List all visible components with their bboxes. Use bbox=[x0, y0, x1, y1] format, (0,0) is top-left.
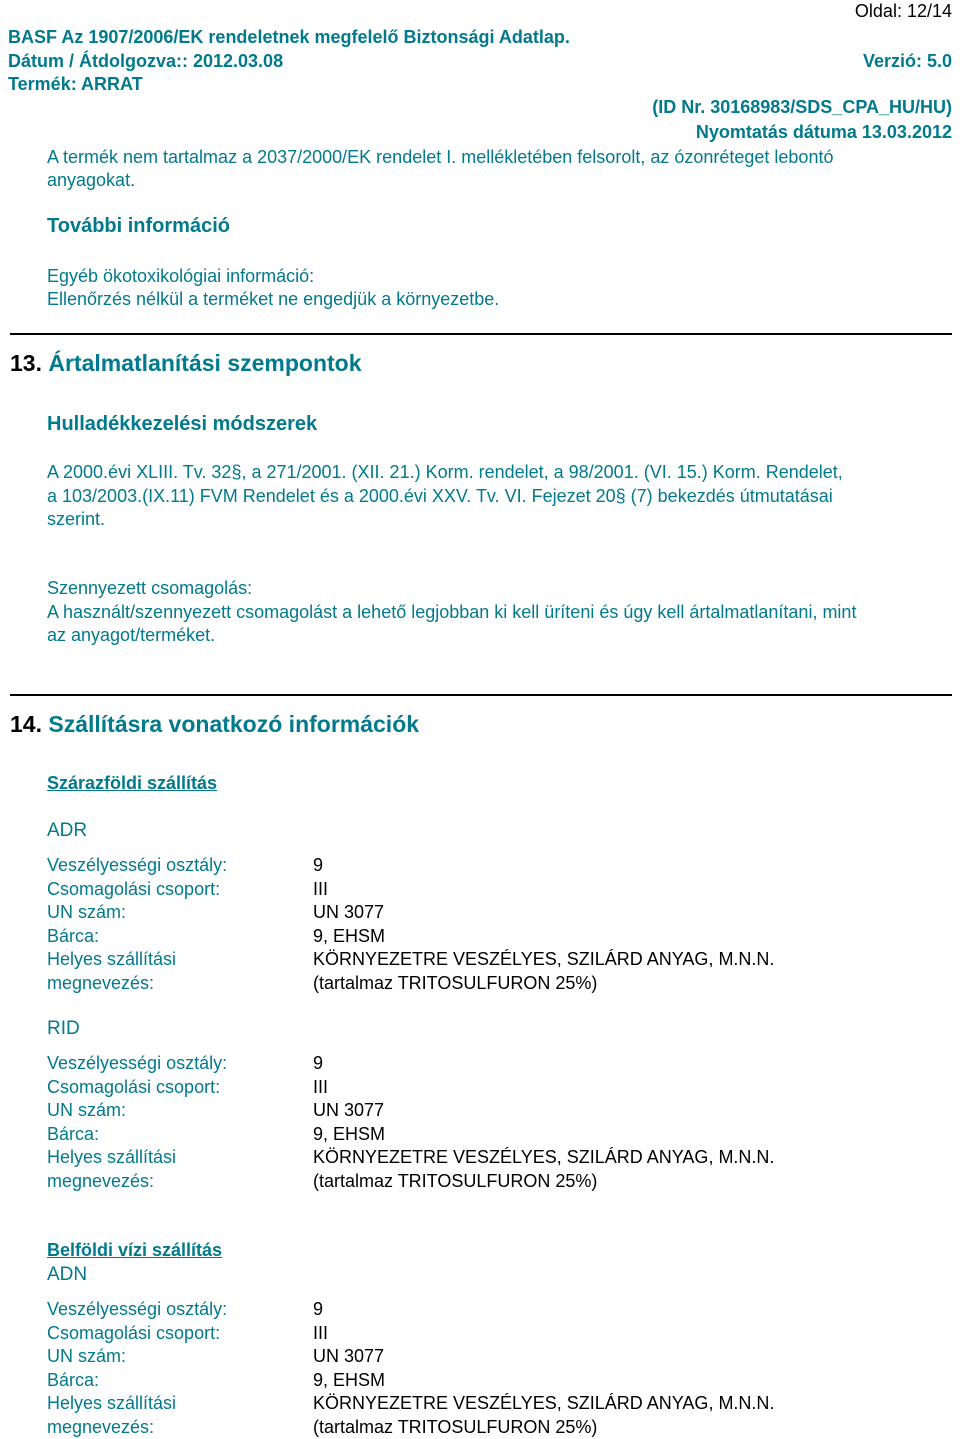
product-name: ARRAT bbox=[81, 74, 143, 94]
label-hazard-class: Veszélyességi osztály: bbox=[47, 1053, 228, 1073]
label-shipping-name-2: megnevezés: bbox=[47, 1416, 155, 1437]
packaging-line2: az anyagot/terméket. bbox=[47, 625, 216, 645]
section-13-title: Ártalmatlanítási szempontok bbox=[48, 350, 362, 376]
label-hazard-class: Veszélyességi osztály: bbox=[47, 855, 228, 875]
mode-adn: ADN bbox=[47, 1264, 88, 1285]
section-divider bbox=[10, 333, 952, 335]
mode-rid: RID bbox=[47, 1018, 80, 1039]
label-hazard-class: Veszélyességi osztály: bbox=[47, 1299, 228, 1319]
label-label: Bárca: bbox=[47, 1369, 100, 1390]
print-date: Nyomtatás dátuma 13.03.2012 bbox=[695, 122, 952, 142]
inland-waterway-title: Belföldi vízi szállítás bbox=[47, 1240, 223, 1260]
section-13-number: 13. bbox=[10, 350, 42, 376]
value-un-number: UN 3077 bbox=[313, 1100, 385, 1120]
value-hazard-class: 9 bbox=[313, 855, 324, 875]
label-packing-group: Csomagolási csoport: bbox=[47, 1076, 221, 1097]
ecotox-text: Ellenőrzés nélkül a terméket ne engedjük a környezetbe. bbox=[47, 289, 500, 309]
label-packing-group: Csomagolási csoport: bbox=[47, 878, 221, 899]
version: Verzió: 5.0 bbox=[862, 51, 952, 71]
label-label: Bárca: bbox=[47, 925, 100, 946]
waste-methods-title: Hulladékkezelési módszerek bbox=[47, 413, 318, 435]
label-shipping-name-1: Helyes szállítási bbox=[47, 1393, 177, 1413]
label-shipping-name-1: Helyes szállítási bbox=[47, 949, 177, 969]
further-info-title: További információ bbox=[47, 215, 230, 237]
label-label: Bárca: bbox=[47, 1123, 100, 1144]
value-label: 9, EHSM bbox=[313, 1369, 386, 1390]
revision-date: Dátum / Átdolgozva:: 2012.03.08 bbox=[8, 51, 284, 71]
value-shipping-name-2: (tartalmaz TRITOSULFURON 25%) bbox=[313, 1416, 598, 1437]
value-shipping-name-2: (tartalmaz TRITOSULFURON 25%) bbox=[313, 1170, 598, 1191]
label-un-number: UN szám: bbox=[47, 1346, 127, 1366]
section-divider bbox=[10, 694, 952, 696]
packaging-line1: A használt/szennyezett csomagolást a lehető legjobban ki kell üríteni és úgy kell ártalmatlanítani, mint bbox=[47, 602, 857, 622]
label-un-number: UN szám: bbox=[47, 1100, 127, 1120]
waste-para-line2: a 103/2003.(IX.11) FVM Rendelet és a 2000.évi XXV. Tv. VI. Fejezet 20§ (7) bekezdés útmutatásai bbox=[47, 486, 833, 506]
page-number: Oldal: 12/14 bbox=[854, 1, 952, 21]
value-packing-group: III bbox=[313, 1322, 329, 1343]
value-hazard-class: 9 bbox=[313, 1299, 324, 1319]
value-shipping-name-1: KÖRNYEZETRE VESZÉLYES, SZILÁRD ANYAG, M.N.N. bbox=[313, 949, 775, 969]
document-id: (ID Nr. 30168983/SDS_CPA_HU/HU) bbox=[652, 97, 952, 117]
product-label: Termék: bbox=[8, 74, 82, 94]
value-packing-group: III bbox=[313, 1076, 329, 1097]
value-label: 9, EHSM bbox=[313, 1123, 386, 1144]
waste-para-line1: A 2000.évi XLIII. Tv. 32§, a 271/2001. (XII. 21.) Korm. rendelet, a 98/2001. (VI. 15.) Korm. Rendelet, bbox=[47, 462, 843, 482]
document-title: BASF Az 1907/2006/EK rendeletnek megfelelő Biztonsági Adatlap. bbox=[8, 27, 570, 47]
land-transport-title: Szárazföldi szállítás bbox=[47, 773, 218, 793]
section-14-number: 14. bbox=[10, 711, 42, 737]
value-shipping-name-1: KÖRNYEZETRE VESZÉLYES, SZILÁRD ANYAG, M.N.N. bbox=[313, 1147, 775, 1167]
label-shipping-name-2: megnevezés: bbox=[47, 1170, 155, 1191]
section-14-title: Szállításra vonatkozó információk bbox=[48, 711, 420, 737]
mode-adr: ADR bbox=[47, 820, 88, 841]
packaging-label: Szennyezett csomagolás: bbox=[47, 578, 253, 598]
value-shipping-name-2: (tartalmaz TRITOSULFURON 25%) bbox=[313, 972, 598, 993]
value-shipping-name-1: KÖRNYEZETRE VESZÉLYES, SZILÁRD ANYAG, M.N.N. bbox=[313, 1393, 775, 1413]
ecotox-label: Egyéb ökotoxikológiai információ: bbox=[47, 266, 315, 286]
value-packing-group: III bbox=[313, 878, 329, 899]
label-shipping-name-1: Helyes szállítási bbox=[47, 1147, 177, 1167]
value-hazard-class: 9 bbox=[313, 1053, 324, 1073]
label-un-number: UN szám: bbox=[47, 902, 127, 922]
ozone-statement-line2: anyagokat. bbox=[47, 170, 136, 190]
label-packing-group: Csomagolási csoport: bbox=[47, 1322, 221, 1343]
label-shipping-name-2: megnevezés: bbox=[47, 972, 155, 993]
value-un-number: UN 3077 bbox=[313, 902, 385, 922]
product bbox=[8, 73, 143, 95]
section-14-heading bbox=[10, 711, 419, 738]
value-un-number: UN 3077 bbox=[313, 1346, 385, 1366]
value-label: 9, EHSM bbox=[313, 925, 386, 946]
ozone-statement-line1: A termék nem tartalmaz a 2037/2000/EK rendelet I. mellékletében felsorolt, az ózonréteget lebontó bbox=[47, 147, 834, 167]
section-13-heading bbox=[10, 350, 362, 377]
waste-para-line3: szerint. bbox=[47, 509, 106, 529]
